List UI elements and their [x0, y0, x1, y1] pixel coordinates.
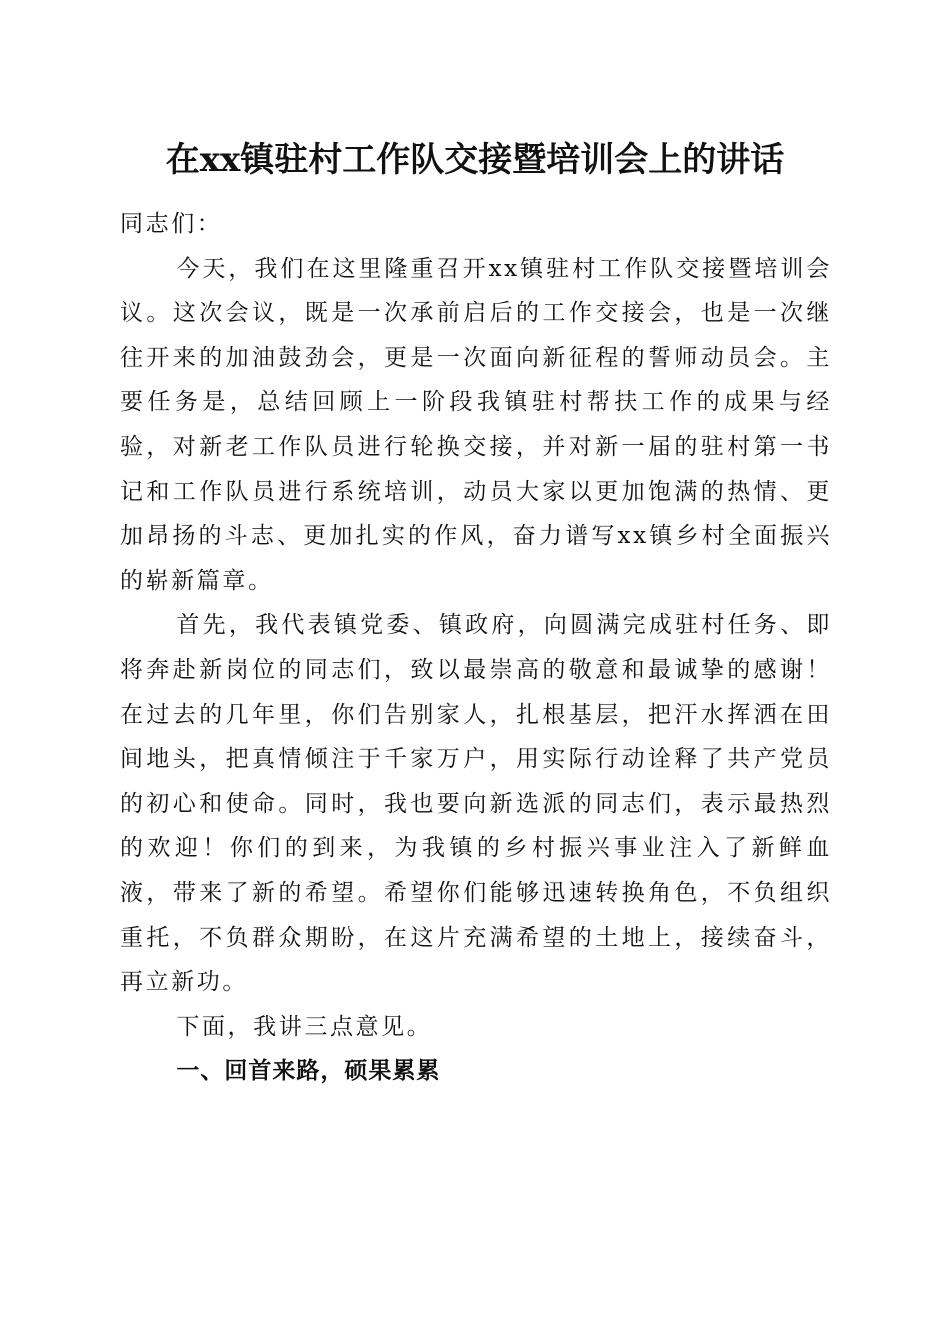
document-title: 在xx镇驻村工作队交接暨培训会上的讲话: [165, 140, 785, 180]
section-heading: 一、回首来路，硕果累累: [176, 1058, 441, 1085]
paragraph-outline: 下面，我讲三点意见。: [176, 1013, 433, 1040]
paragraph-opening: 今天，我们在这里隆重召开xx镇驻村工作队交接暨培训会议。这次会议，既是一次承前启后的工作交接会，也是一次继往开来的加油鼓劲会，更是一次面向新征程的誓师动员会。主要任务是，总结回顾上一阶段我镇驻村帮扶工作的成果与经验，对新老工作队员进行轮换交接，并对新一届的驻村第一书记和工作队员进行系统培训，动员大家以更加饱满的热情、更加昂扬的斗志、更加扎实的作风，奋力谱写xx镇乡村全面振兴的崭新篇章。: [120, 255, 832, 594]
document-body: [120, 202, 832, 1094]
salutation: 同志们：: [120, 211, 223, 237]
paragraph-thanks: 首先，我代表镇党委、镇政府，向圆满完成驻村任务、即将奔赴新岗位的同志们，致以最崇高的敬意和最诚挚的感谢！在过去的几年里，你们告别家人，扎根基层，把汗水挥洒在田间地头，把真情倾注于千家万户，用实际行动诠释了共产党员的初心和使命。同时，我也要向新选派的同志们，表示最热烈的欢迎！你们的到来，为我镇的乡村振兴事业注入了新鲜血液，带来了新的希望。希望你们能够迅速转换角色，不负组织重托，不负群众期盼，在这片充满希望的土地上，接续奋斗，再立新功。: [120, 612, 832, 996]
